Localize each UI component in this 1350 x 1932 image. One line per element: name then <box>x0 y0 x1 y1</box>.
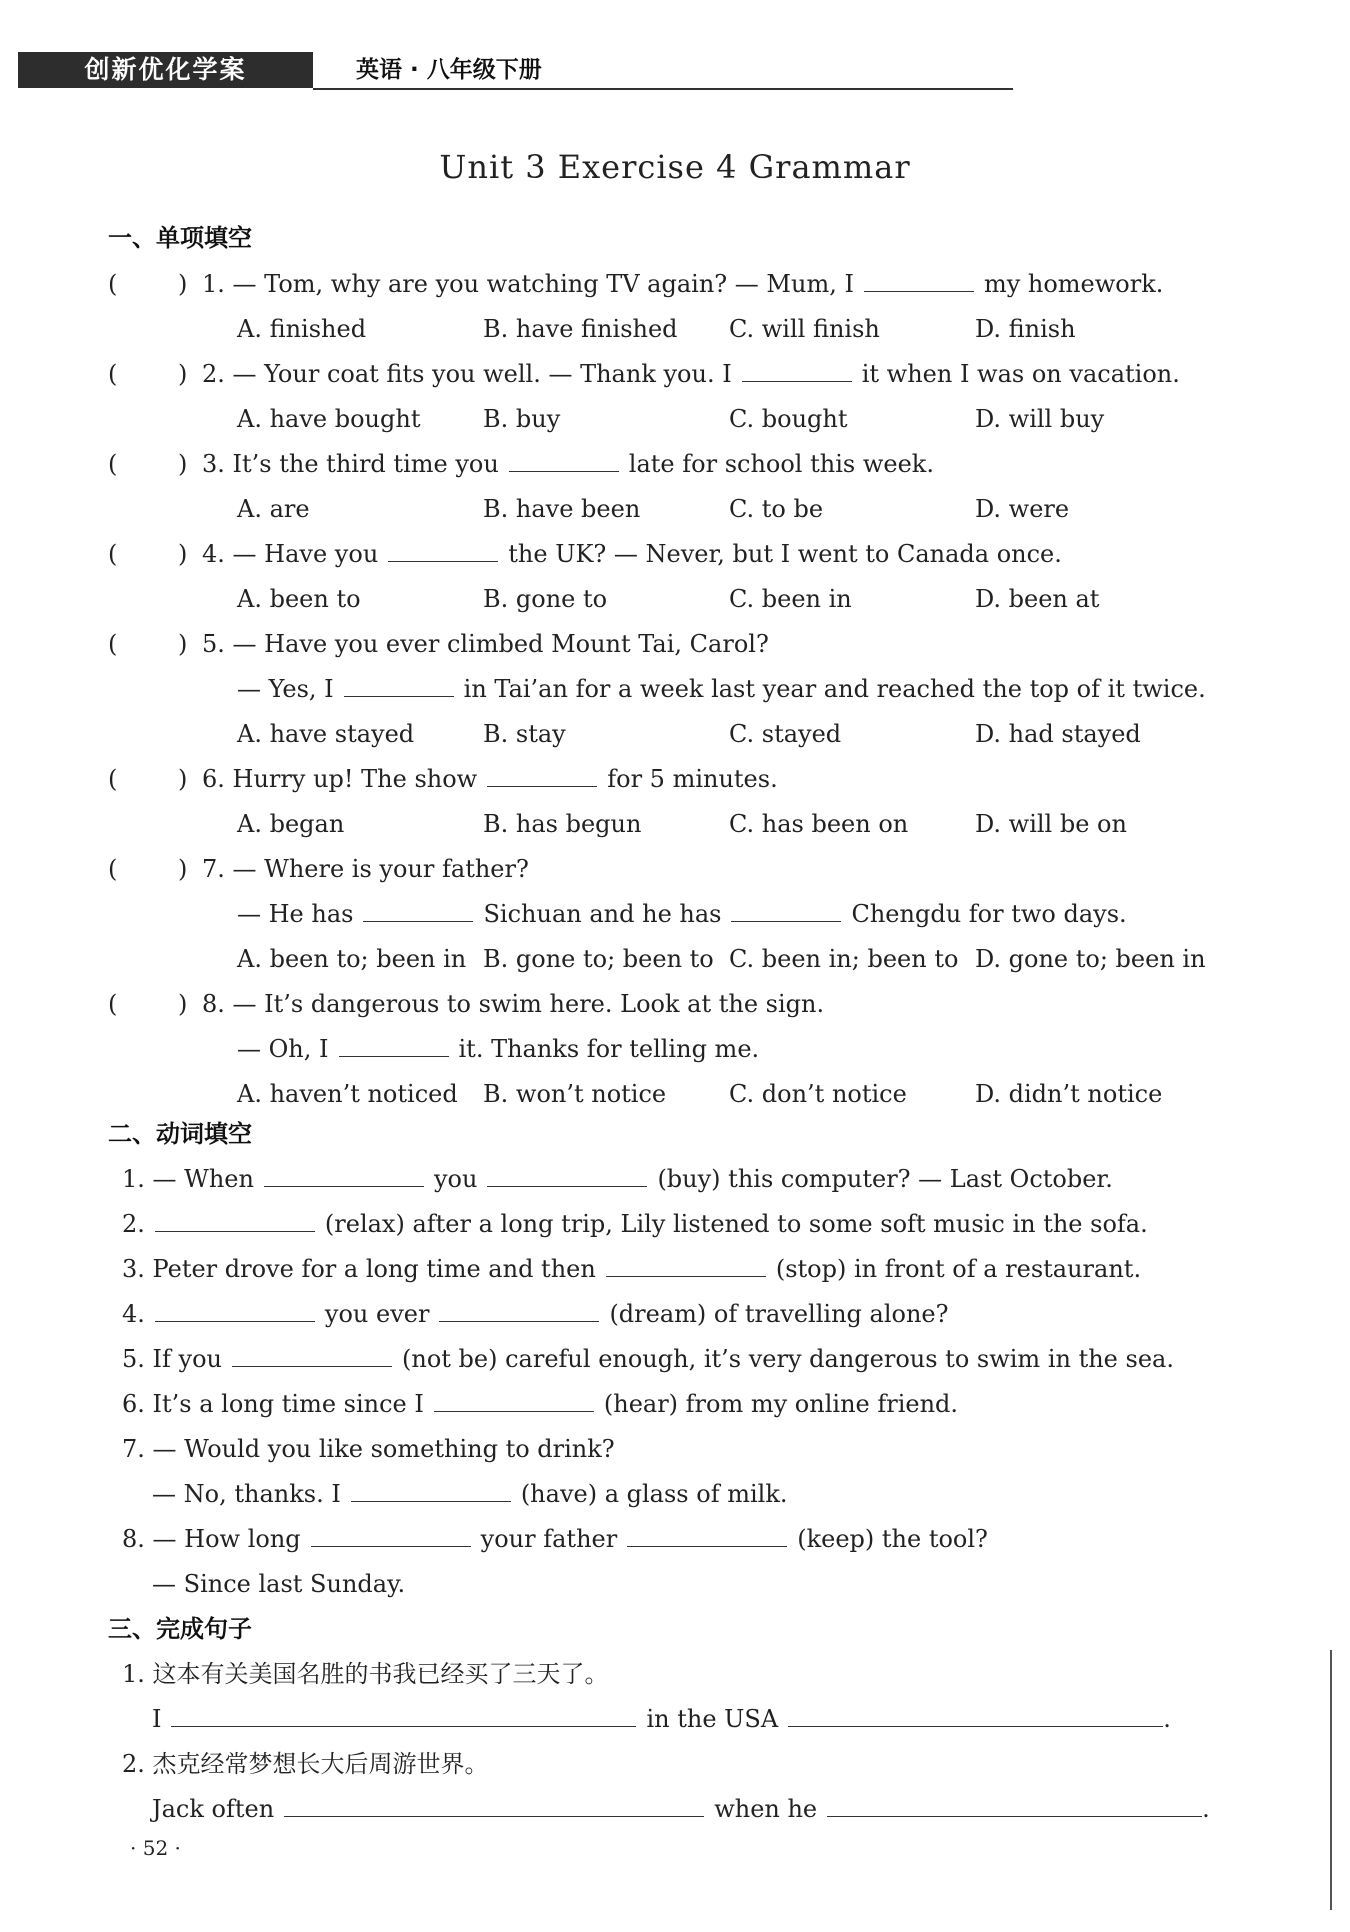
answer-blank[interactable] <box>155 1299 315 1322</box>
option-a: A. have bought <box>237 405 421 433</box>
section-heading-1: 一、单项填空 <box>108 224 252 252</box>
brand-logo: 创新优化学案 <box>18 52 313 88</box>
verb-item-7-reply: — No, thanks. I (have) a glass of milk. <box>152 1480 788 1508</box>
question-1: 1. — Tom, why are you watching TV again? — Mum, I my homework. <box>202 270 1164 298</box>
question-3: 3. It’s the third time you late for school this week. <box>202 450 934 478</box>
question-2: 2. — Your coat fits you well. — Thank you. I it when I was on vacation. <box>202 360 1180 388</box>
verb-item-8: 8. — How long your father (keep) the tool? <box>122 1525 988 1553</box>
question-8: 8. — It’s dangerous to swim here. Look at the sign. <box>202 990 825 1018</box>
page-title: Unit 3 Exercise 4 Grammar <box>439 148 911 186</box>
option-d: D. gone to; been in <box>975 945 1206 973</box>
margin-rule <box>1330 1650 1332 1910</box>
answer-blank[interactable] <box>731 899 841 922</box>
option-b: B. gone to; been to <box>483 945 714 973</box>
question-6: 6. Hurry up! The show for 5 minutes. <box>202 765 778 793</box>
option-b: B. have been <box>483 495 641 523</box>
verb-item-3: 3. Peter drove for a long time and then (stop) in front of a restaurant. <box>122 1255 1142 1283</box>
verb-item-8-reply: — Since last Sunday. <box>152 1570 406 1598</box>
answer-blank[interactable] <box>171 1704 636 1727</box>
subject-label: 英语 · 八年级下册 <box>356 57 542 83</box>
option-b: B. stay <box>483 720 566 748</box>
option-a: A. began <box>237 810 345 838</box>
question-5-reply: — Yes, I in Tai’an for a week last year and reached the top of it twice. <box>237 675 1206 703</box>
verb-item-7: 7. — Would you like something to drink? <box>122 1435 615 1463</box>
answer-blank[interactable] <box>439 1299 599 1322</box>
verb-item-6: 6. It’s a long time since I (hear) from my online friend. <box>122 1390 959 1418</box>
answer-blank[interactable] <box>864 269 974 292</box>
option-c: C. been in <box>729 585 852 613</box>
answer-blank[interactable] <box>827 1794 1202 1817</box>
option-c: C. been in; been to <box>729 945 959 973</box>
option-d: D. will be on <box>975 810 1127 838</box>
answer-blank[interactable] <box>339 1034 449 1057</box>
translation-item-2: 2. 杰克经常梦想长大后周游世界。 <box>122 1750 489 1778</box>
option-b: B. has begun <box>483 810 642 838</box>
option-a: A. have stayed <box>237 720 415 748</box>
answer-blank[interactable] <box>311 1524 471 1547</box>
translation-item-1: 1. 这本有关美国名胜的书我已经买了三天了。 <box>122 1660 609 1688</box>
option-d: D. were <box>975 495 1070 523</box>
option-d: D. finish <box>975 315 1076 343</box>
answer-blank[interactable] <box>434 1389 594 1412</box>
option-c: C. don’t notice <box>729 1080 907 1108</box>
option-b: B. have finished <box>483 315 678 343</box>
option-c: C. stayed <box>729 720 842 748</box>
option-c: C. to be <box>729 495 824 523</box>
question-7-reply: — He has Sichuan and he has Chengdu for two days. <box>237 900 1127 928</box>
translation-answer-1: I in the USA . <box>152 1705 1171 1733</box>
answer-blank[interactable] <box>388 539 498 562</box>
section-heading-3: 三、完成句子 <box>108 1615 252 1643</box>
option-c: C. will finish <box>729 315 880 343</box>
header-rule <box>313 88 1013 90</box>
verb-item-4: 4. you ever (dream) of travelling alone? <box>122 1300 949 1328</box>
answer-blank[interactable] <box>788 1704 1163 1727</box>
page-number: · 52 · <box>130 1836 181 1860</box>
option-b: B. gone to <box>483 585 608 613</box>
option-a: A. been to <box>237 585 361 613</box>
option-d: D. will buy <box>975 405 1105 433</box>
answer-blank[interactable] <box>487 1164 647 1187</box>
answer-blank[interactable] <box>627 1524 787 1547</box>
option-a: A. been to; been in <box>237 945 467 973</box>
option-d: D. had stayed <box>975 720 1141 748</box>
verb-item-5: 5. If you (not be) careful enough, it’s very dangerous to swim in the sea. <box>122 1345 1174 1373</box>
question-8-reply: — Oh, I it. Thanks for telling me. <box>237 1035 760 1063</box>
verb-item-2: 2. (relax) after a long trip, Lily listened to some soft music in the sofa. <box>122 1210 1148 1238</box>
answer-blank[interactable] <box>487 764 597 787</box>
answer-blank[interactable] <box>232 1344 392 1367</box>
answer-blank[interactable] <box>351 1479 511 1502</box>
option-c: C. bought <box>729 405 848 433</box>
answer-blank[interactable] <box>742 359 852 382</box>
question-7: 7. — Where is your father? <box>202 855 529 883</box>
option-d: D. been at <box>975 585 1100 613</box>
answer-blank[interactable] <box>264 1164 424 1187</box>
option-c: C. has been on <box>729 810 909 838</box>
answer-blank[interactable] <box>344 674 454 697</box>
section-heading-2: 二、动词填空 <box>108 1120 252 1148</box>
answer-blank[interactable] <box>509 449 619 472</box>
option-b: B. won’t notice <box>483 1080 667 1108</box>
option-d: D. didn’t notice <box>975 1080 1163 1108</box>
question-4: 4. — Have you the UK? — Never, but I went to Canada once. <box>202 540 1062 568</box>
answer-blank[interactable] <box>284 1794 704 1817</box>
option-a: A. haven’t noticed <box>237 1080 458 1108</box>
question-5: 5. — Have you ever climbed Mount Tai, Carol? <box>202 630 769 658</box>
verb-item-1: 1. — When you (buy) this computer? — Last October. <box>122 1165 1113 1193</box>
answer-blank[interactable] <box>606 1254 766 1277</box>
option-b: B. buy <box>483 405 561 433</box>
worksheet-page: 创新优化学案 英语 · 八年级下册 Unit 3 Exercise 4 Grammar 一、单项填空 ( ) 1. — Tom, why are you watching TV again? — Mum, I my homework. A. finished B. have finished C. will finish D. finish ( ) 2. — Your coat fits you well. — Thank you. I it when I was on vacation. A. have bought B. buy C. bought D. will buy ( ) 3. It’s the third time you late for school this week. A. are B. have been C. to be D. were ( ) 4. — Have you the UK? — Never, but I went to Canada once. A. been to B. gone to C. been in D. been at ( ) 5. — Have you ever climbed Mount Tai, Carol? — Yes, I in Tai’an for a week last year and reached the top of it twice. A. have stayed B. stay C. stayed D. had stayed ( ) 6. Hurry up! The show for 5 minutes. A. began B. has begun C. has been on D. will be on ( ) 7. — Where is your father? — He has Sichuan and he has Chengdu for two days. A. been to; been in B. gone to; been to C. been in; been to D. gone to; been in ( ) 8. — It’s dangerous to swim here. Look at the sign. — Oh, I it. Thanks for telling me. A. haven’t noticed B. won’t notice C. don’t notice D. didn’t notice 二、动词填空 1. — When you (buy) this computer? — Last October. 2. (relax) after a long trip, Lily listened to some soft music in the sofa. 3. Peter drove for a long time and then (stop) in front of a restaurant. 4. you ever (dream) of travelling alone? 5. If you (not be) careful enough, it’s very dangerous to swim in the sea. 6. It’s a long time since I (hear) from my online friend. 7. — Would you like something to drink? — No, thanks. I (have) a glass of milk. 8. — How long your father (keep) the tool? — Since last Sunday. 三、完成句子 1. 这本有关美国名胜的书我已经买了三天了。 I in the USA . 2. 杰克经常梦想长大后周游世界。 Jack often when he . · 52 · <box>0 0 1350 1932</box>
answer-blank[interactable] <box>363 899 473 922</box>
translation-answer-2: Jack often when he . <box>152 1795 1210 1823</box>
option-a: A. finished <box>237 315 367 343</box>
answer-blank[interactable] <box>155 1209 315 1232</box>
option-a: A. are <box>237 495 310 523</box>
